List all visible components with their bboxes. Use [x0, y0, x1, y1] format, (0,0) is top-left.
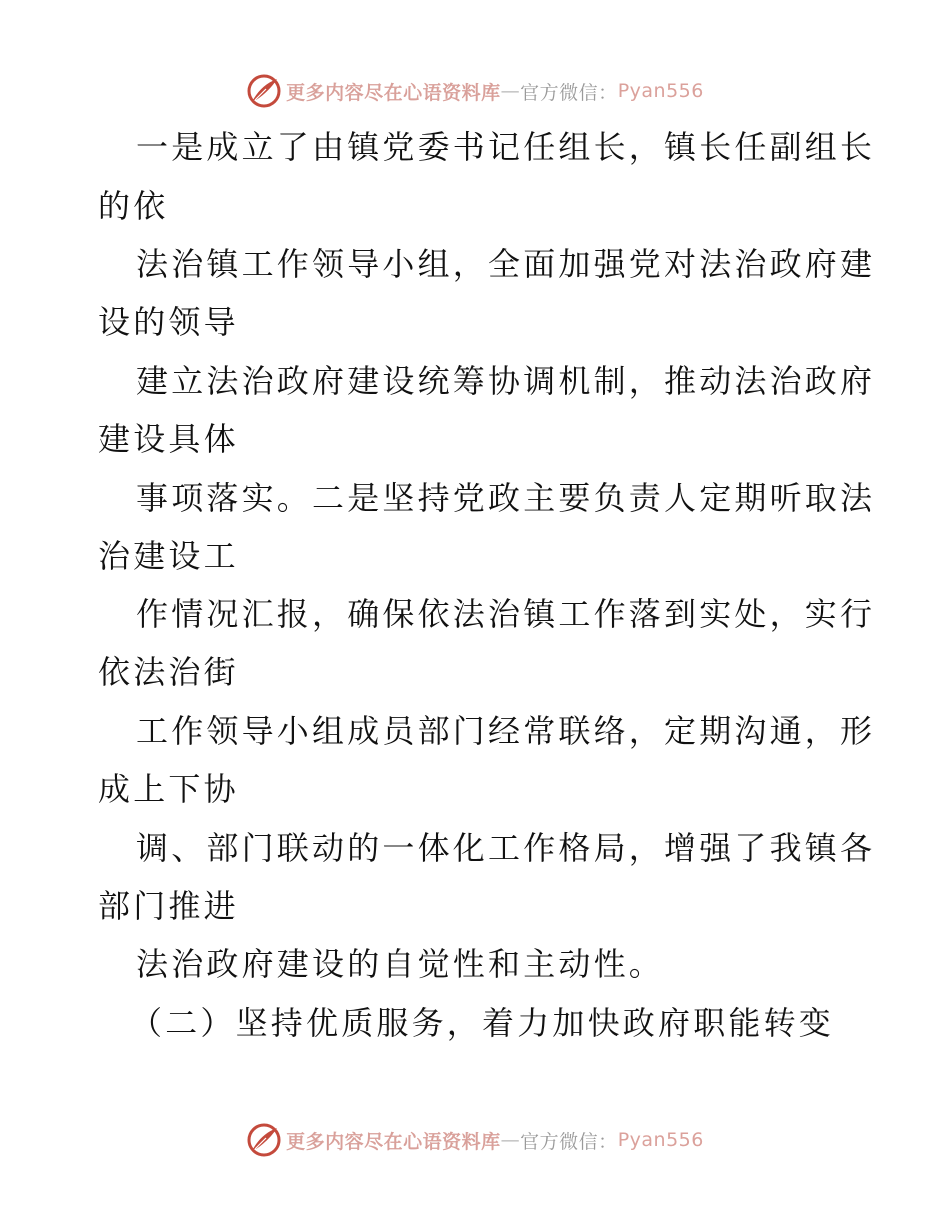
text-line-9: 作情况汇报，确保依法治镇工作落到实处，实行 — [136, 595, 876, 633]
text-line-4: 设的领导 — [98, 303, 239, 341]
footer-watermark — [0, 1120, 950, 1160]
watermark-wechat-id: Pyan556 — [617, 1129, 704, 1151]
watermark-label: 官方微信： — [520, 81, 618, 104]
text-line-2: 的依 — [98, 187, 169, 225]
watermark-wechat-id: Pyan556 — [617, 80, 704, 102]
text-line-12: 成上下协 — [98, 770, 239, 808]
feather-pen-logo-icon — [246, 1122, 282, 1158]
watermark-brand: 更多内容尽在心语资料库 — [286, 1130, 501, 1153]
text-line-11: 工作领导小组成员部门经常联络，定期沟通，形 — [136, 712, 876, 750]
watermark-separator: — — [500, 80, 521, 102]
text-line-8: 治建设工 — [98, 537, 239, 575]
header-watermark — [0, 71, 950, 111]
text-line-1: 一是成立了由镇党委书记任组长，镇长任副组长 — [136, 128, 876, 166]
text-line-3: 法治镇工作领导小组，全面加强党对法治政府建 — [136, 245, 876, 283]
watermark-brand: 更多内容尽在心语资料库 — [286, 81, 501, 104]
section-heading: （二）坚持优质服务，着力加快政府职能转变 — [130, 1004, 835, 1042]
feather-pen-logo-icon — [246, 73, 282, 109]
watermark-separator: — — [500, 1129, 521, 1151]
text-line-6: 建设具体 — [98, 420, 239, 458]
text-line-13: 调、部门联动的一体化工作格局，增强了我镇各 — [136, 829, 876, 867]
text-line-7: 事项落实。二是坚持党政主要负责人定期听取法 — [136, 479, 876, 517]
watermark-label: 官方微信： — [520, 1130, 618, 1153]
text-line-10: 依法治街 — [98, 653, 239, 691]
text-line-5: 建立法治政府建设统筹协调机制，推动法治政府 — [136, 362, 876, 400]
text-line-14: 部门推进 — [98, 887, 239, 925]
text-line-15: 法治政府建设的自觉性和主动性。 — [136, 945, 665, 983]
